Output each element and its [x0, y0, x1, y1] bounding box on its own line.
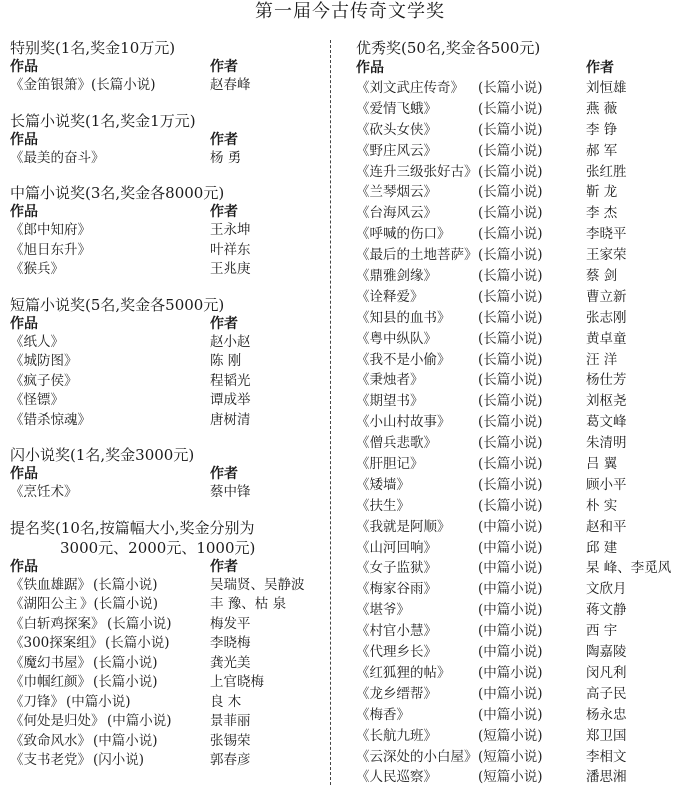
author-name: 刘恒雄: [586, 80, 627, 96]
author-name: 靳 龙: [586, 184, 618, 201]
entry-row: [10, 595, 325, 615]
work-type: (长篇小说): [478, 268, 543, 285]
entry-row: [356, 684, 696, 705]
work-type: (长篇小说): [478, 163, 543, 180]
author-name: 赵小赵: [210, 333, 251, 350]
author-name: 葛文峰: [586, 414, 627, 431]
work-header: 作品: [10, 204, 38, 220]
work-type: (长篇小说): [93, 576, 158, 593]
author-name: 龚光美: [210, 654, 251, 671]
work-title: 《最后的土地菩萨》: [356, 247, 478, 264]
work-type: (长篇小说): [478, 205, 543, 222]
entry-row: [356, 308, 696, 329]
section-title-text: 短篇小说奖(5名,奖金各5000元): [10, 295, 225, 314]
author-name: 上官晓梅: [210, 674, 264, 690]
work-type: (闪小说): [93, 752, 145, 768]
work-type: (长篇小说): [478, 393, 543, 410]
author-header: 作者: [210, 558, 238, 575]
entry-row: [356, 767, 696, 788]
work-title: 《猴兵》: [10, 261, 64, 277]
author-header: 作者: [210, 131, 238, 148]
entry-row: [10, 732, 325, 752]
work-title: 《刘文武庄传奇》: [356, 80, 464, 96]
entry-row: [356, 475, 696, 496]
work-title: 《堪爷》: [356, 602, 410, 619]
work-title: 《疯子侯》: [10, 372, 78, 389]
work-type: (长篇小说): [478, 414, 543, 431]
work-type: (短篇小说): [478, 769, 543, 786]
author-name: 西 宇: [586, 623, 618, 640]
author-header: 作者: [210, 466, 238, 482]
entry-row: [356, 517, 696, 538]
entry-row: [10, 673, 325, 693]
section-title-text: 闪小说奖(1名,奖金3000元): [10, 446, 195, 464]
section-title-text: 提名奖(10名,按篇幅大小,奖金分别为: [10, 518, 255, 537]
entry-row: [356, 558, 696, 579]
work-type: (中篇小说): [478, 706, 543, 723]
right-column: [356, 38, 696, 803]
author-name: 丰 豫、枯 泉: [210, 596, 287, 612]
work-type: (长篇小说): [105, 635, 170, 651]
entry-row: [10, 712, 325, 732]
entry-row: [10, 352, 325, 372]
author-name: 文欣月: [586, 581, 627, 598]
section-title: [10, 518, 325, 558]
work-title: 《山河回响》: [356, 539, 437, 556]
section-title: [10, 38, 325, 58]
author-name: 朴 实: [586, 497, 618, 514]
work-type: (中篇小说): [93, 732, 158, 749]
section-title: [356, 38, 696, 58]
work-title: 《代理乡长》: [356, 644, 437, 661]
work-title: 《我不是小偷》: [356, 351, 451, 368]
author-name: 李 杰: [586, 205, 618, 222]
section-title-text: 特别奖(1名,奖金10万元): [10, 39, 176, 57]
entry-row: [356, 287, 696, 308]
author-name: 李相文: [586, 748, 627, 765]
author-name: 李晓梅: [210, 635, 251, 651]
author-name: 陶嘉陵: [586, 644, 627, 661]
work-title: 《村官小慧》: [356, 623, 437, 640]
work-type: (短篇小说): [478, 748, 543, 765]
section-title: [10, 445, 325, 465]
author-name: 赵春峰: [210, 77, 251, 93]
work-type: (中篇小说): [478, 581, 543, 598]
column-divider: [330, 40, 331, 785]
author-name: 李晓平: [586, 226, 627, 243]
work-title: 《错杀惊魂》: [10, 411, 91, 428]
author-header: 作者: [210, 315, 238, 332]
author-header: 作者: [210, 204, 238, 220]
work-title: 《烹饪术》: [10, 484, 78, 500]
work-type: (长篇小说): [478, 247, 543, 264]
work-type: (长篇小说): [107, 615, 172, 632]
work-type: (长篇小说): [478, 372, 543, 389]
author-header: 作者: [210, 59, 238, 75]
entry-row: [356, 538, 696, 559]
work-type: (长篇小说): [478, 142, 543, 159]
entry-row: [356, 663, 696, 684]
author-name: 吴瑞贤、吴静波: [210, 576, 305, 593]
author-name: 程韬光: [210, 372, 251, 389]
author-name: 王永坤: [210, 222, 251, 238]
award-section: [356, 38, 696, 788]
work-title: 《300探案组》: [10, 635, 104, 651]
work-type: (长篇小说): [478, 456, 543, 473]
work-type: (长篇小说): [478, 288, 543, 305]
work-title: 《长航九班》: [356, 727, 437, 744]
work-title: 《云深处的小白屋》: [356, 748, 478, 765]
entry-row: [10, 483, 325, 503]
author-name: 杨永忠: [586, 706, 627, 723]
author-name: 景菲丽: [210, 713, 251, 729]
entry-row: [356, 266, 696, 287]
author-name: 张志刚: [586, 309, 627, 326]
work-title: 《人民巡察》: [356, 769, 437, 786]
entry-row: [10, 372, 325, 392]
author-name: 郭春彦: [210, 752, 251, 768]
award-section: [10, 183, 325, 280]
entry-row: [356, 141, 696, 162]
work-title: 《期望书》: [356, 393, 424, 410]
left-column: [10, 38, 325, 786]
section-title-text: 长篇小说奖(1名,奖金1万元): [10, 111, 196, 130]
section-title-text: 优秀奖(50名,奖金各500元): [356, 39, 541, 57]
author-name: 杲 峰、李觅风: [586, 560, 672, 577]
column-header-row: [10, 203, 325, 221]
entry-row: [10, 391, 325, 411]
work-title: 《支书老党》: [10, 752, 91, 768]
work-title: 《金笛银箫》(长篇小说): [10, 77, 156, 93]
award-section: [10, 295, 325, 431]
work-type: (中篇小说): [478, 518, 543, 535]
entry-row: [10, 149, 325, 169]
entry-row: [356, 412, 696, 433]
entry-row: [356, 99, 696, 120]
entry-row: [356, 621, 696, 642]
work-title: 《致命风水》: [10, 732, 91, 749]
work-type: (长篇小说): [478, 435, 543, 452]
entry-row: [356, 162, 696, 183]
column-header-row: [356, 58, 696, 78]
entry-row: [10, 654, 325, 674]
entry-row: [356, 726, 696, 747]
entry-row: [356, 600, 696, 621]
author-name: 良 木: [210, 693, 242, 710]
work-title: 《龙乡缙帮》: [356, 685, 437, 702]
work-title: 《秉烛者》: [356, 372, 424, 389]
work-title: 《刀锋》: [10, 693, 64, 710]
author-name: 朱清明: [586, 435, 627, 452]
author-header: 作者: [586, 60, 614, 76]
author-name: 潘思湘: [586, 769, 627, 786]
work-type: (长篇小说): [478, 476, 543, 493]
author-name: 张红胜: [586, 163, 627, 180]
work-title: 《梅香》: [356, 706, 410, 723]
author-name: 陈 刚: [210, 353, 242, 369]
work-title: 《粤中纵队》: [356, 330, 437, 347]
work-title: 《最美的奋斗》: [10, 149, 105, 166]
work-header: 作品: [10, 315, 38, 332]
work-title: 《红狐狸的帖》: [356, 664, 451, 681]
work-title: 《知县的血书》: [356, 309, 451, 326]
work-type: (长篇小说): [478, 497, 543, 514]
entry-row: [10, 241, 325, 261]
section-title: [10, 111, 325, 131]
work-title: 《梅家谷雨》: [356, 581, 437, 598]
entry-row: [10, 411, 325, 431]
entry-row: [356, 78, 696, 99]
work-title: 《我就是阿顺》: [356, 518, 451, 535]
entry-row: [356, 579, 696, 600]
page-title: 第一届今古传奇文学奖: [255, 1, 445, 22]
work-type: (长篇小说): [478, 351, 543, 368]
entry-row: [356, 705, 696, 726]
work-type: (短篇小说): [478, 727, 543, 744]
work-title: 《城防图》: [10, 353, 78, 369]
entry-row: [356, 433, 696, 454]
author-name: 邱 建: [586, 539, 618, 556]
author-name: 曹立新: [586, 288, 627, 305]
work-type: (中篇小说): [478, 685, 543, 702]
author-name: 高子民: [586, 685, 627, 702]
work-title: 《女子监狱》: [356, 560, 437, 577]
author-name: 郑卫国: [586, 727, 627, 744]
author-name: 杨 勇: [210, 149, 242, 166]
work-type: (长篇小说): [93, 674, 158, 690]
author-name: 顾小平: [586, 476, 627, 493]
work-title: 《湖阳公主: [10, 596, 78, 612]
entry-row: [10, 576, 325, 596]
work-title: 《肝胆记》: [356, 456, 424, 473]
author-name: 叶祥东: [210, 241, 251, 258]
entry-row: [356, 329, 696, 350]
work-title: 《扶生》: [356, 497, 410, 514]
column-header-row: [10, 465, 325, 483]
work-header: 作品: [10, 558, 38, 575]
entry-row: [356, 370, 696, 391]
work-title: 《纸人》: [10, 333, 64, 350]
work-type: (中篇小说): [478, 539, 543, 556]
work-title: 《砍头女侠》: [356, 121, 437, 138]
work-title: 《怪镖》: [10, 392, 64, 408]
work-type: 》(长篇小说): [80, 596, 159, 612]
work-title: 《矮墙》: [356, 476, 410, 493]
author-name: 燕 薇: [586, 100, 618, 117]
entry-row: [10, 221, 325, 241]
work-type: (中篇小说): [478, 644, 543, 661]
column-header-row: [10, 131, 325, 149]
work-type: (中篇小说): [478, 623, 543, 640]
entry-row: [10, 76, 325, 96]
work-type: (长篇小说): [478, 184, 543, 201]
entry-row: [356, 203, 696, 224]
entry-row: [356, 182, 696, 203]
author-name: 吕 翼: [586, 456, 618, 473]
section-title: [10, 295, 325, 315]
work-type: (长篇小说): [93, 654, 158, 671]
entry-row: [356, 224, 696, 245]
work-title: 《诠释爱》: [356, 288, 424, 305]
work-title: 《台海风云》: [356, 205, 437, 222]
section-title-text: 中篇小说奖(3名,奖金各8000元): [10, 184, 225, 202]
work-type: (长篇小说): [478, 226, 543, 243]
work-header: 作品: [10, 131, 38, 148]
work-type: (中篇小说): [107, 713, 172, 729]
author-name: 汪 洋: [586, 351, 618, 368]
work-type: (长篇小说): [478, 121, 543, 138]
author-name: 刘枢尧: [586, 393, 627, 410]
work-title: 《兰琴烟云》: [356, 184, 437, 201]
award-section: [10, 518, 325, 771]
section-title-continuation: 3000元、2000元、1000元): [60, 538, 256, 557]
column-header-row: [10, 558, 325, 576]
work-title: 《郎中知府》: [10, 222, 91, 238]
work-type: (长篇小说): [478, 100, 543, 117]
author-name: 蔡中锋: [210, 484, 251, 500]
work-header: 作品: [356, 60, 384, 76]
column-header-row: [10, 315, 325, 333]
work-header: 作品: [10, 59, 38, 75]
work-type: (长篇小说): [478, 309, 543, 326]
work-title: 《巾帼红颜》: [10, 674, 91, 690]
work-type: (中篇小说): [478, 602, 543, 619]
work-header: 作品: [10, 466, 38, 482]
award-section: [10, 445, 325, 503]
work-title: 《野庄风云》: [356, 142, 437, 159]
author-name: 王家荣: [586, 247, 627, 264]
author-name: 黄卓童: [586, 330, 627, 347]
work-title: 《魔幻书屋》: [10, 654, 91, 671]
author-name: 蔡 剑: [586, 268, 618, 285]
work-type: (长篇小说): [478, 80, 543, 96]
author-name: 李 铮: [586, 121, 618, 138]
entry-row: [10, 693, 325, 713]
entry-row: [10, 615, 325, 635]
work-title: 《僧兵悲歌》: [356, 435, 437, 452]
work-type: (中篇小说): [66, 693, 131, 710]
author-name: 闵凡利: [586, 664, 627, 681]
column-header-row: [10, 58, 325, 76]
author-name: 郝 军: [586, 142, 618, 159]
entry-row: [10, 260, 325, 280]
work-title: 《旭日东升》: [10, 241, 91, 258]
author-name: 杨仕芳: [586, 372, 627, 389]
entry-row: [356, 454, 696, 475]
entry-row: [356, 350, 696, 371]
work-title: 《呼喊的伤口》: [356, 226, 451, 243]
entry-row: [356, 391, 696, 412]
work-type: (长篇小说): [478, 330, 543, 347]
award-section: [10, 111, 325, 169]
work-title: 《连升三级张好古》: [356, 163, 478, 180]
work-title: 《爱情飞蛾》: [356, 100, 437, 117]
entry-row: [10, 751, 325, 771]
entry-row: [356, 496, 696, 517]
work-title: 《何处是归处》: [10, 713, 105, 729]
entry-row: [356, 642, 696, 663]
section-title: [10, 183, 325, 203]
work-type: (中篇小说): [478, 560, 543, 577]
author-name: 谭成举: [210, 392, 251, 408]
entry-row: [356, 245, 696, 266]
author-name: 唐树清: [210, 411, 251, 428]
work-title: 《白斩鸡探案》: [10, 615, 105, 632]
entry-row: [356, 747, 696, 768]
author-name: 张锡荣: [210, 732, 251, 749]
work-type: (中篇小说): [478, 664, 543, 681]
author-name: 赵和平: [586, 518, 627, 535]
entry-row: [356, 120, 696, 141]
author-name: 蒋文静: [586, 602, 627, 619]
author-name: 王兆庚: [210, 261, 251, 277]
entry-row: [10, 333, 325, 353]
work-title: 《小山村故事》: [356, 414, 451, 431]
work-title: 《铁血雄踞》: [10, 576, 91, 593]
work-title: 《鼎雅剑缘》: [356, 268, 437, 285]
entry-row: [10, 634, 325, 654]
author-name: 梅发平: [210, 615, 251, 632]
award-section: [10, 38, 325, 96]
